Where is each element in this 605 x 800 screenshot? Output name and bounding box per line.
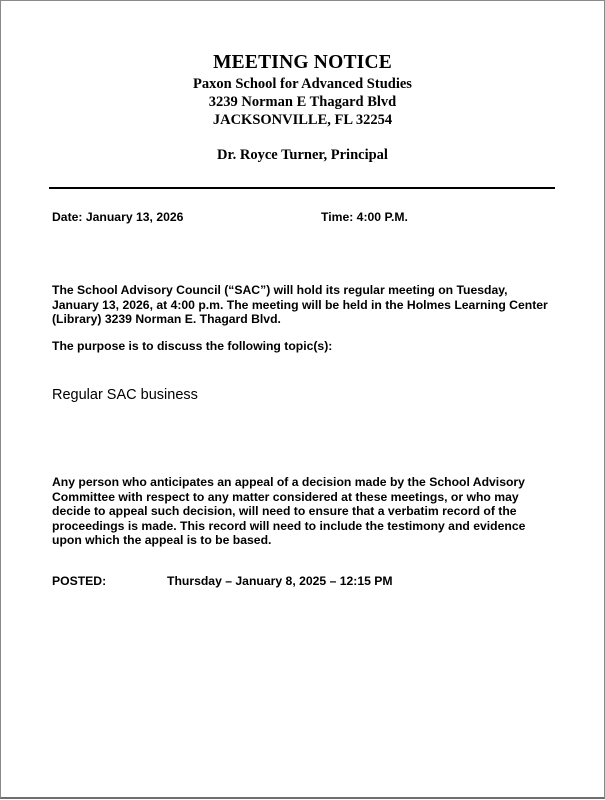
topic-item: Regular SAC business bbox=[52, 387, 198, 403]
purpose-intro: The purpose is to discuss the following topic(s): bbox=[52, 339, 333, 353]
announcement-line: (Library) 3239 Norman E. Thagard Blvd. bbox=[52, 312, 281, 327]
appeal-line: Any person who anticipates an appeal of a decision made by the School Advisory bbox=[52, 475, 525, 489]
posted-value: Thursday – January 8, 2025 – 12:15 PM bbox=[167, 574, 393, 588]
appeal-line: Committee with respect to any matter considered at these meetings, or who may bbox=[52, 489, 519, 504]
appeal-line: decide to appeal such decision, will need to ensure that a verbatim record of the bbox=[52, 504, 517, 519]
meeting-time: Time: 4:00 P.M. bbox=[321, 210, 408, 224]
posted-label: POSTED: bbox=[52, 574, 107, 588]
appeal-paragraph bbox=[52, 475, 572, 548]
principal-name: Dr. Royce Turner, Principal bbox=[217, 147, 388, 163]
announcement-paragraph bbox=[52, 283, 572, 327]
notice-title: MEETING NOTICE bbox=[213, 52, 392, 73]
address-line-1: 3239 Norman E Thagard Blvd bbox=[208, 94, 397, 110]
announcement-line: The School Advisory Council (“SAC”) will hold its regular meeting on Tuesday, bbox=[52, 283, 508, 297]
announcement-line: January 13, 2026, at 4:00 p.m. The meeting will be held in the Holmes Learning Center bbox=[52, 297, 548, 312]
school-name: Paxon School for Advanced Studies bbox=[193, 76, 412, 92]
meeting-date: Date: January 13, 2026 bbox=[52, 210, 184, 224]
appeal-line: upon which the appeal is to be based. bbox=[52, 533, 272, 548]
header-divider bbox=[49, 187, 555, 189]
address-line-2: JACKSONVILLE, FL 32254 bbox=[212, 112, 393, 128]
appeal-line: proceedings is made. This record will need to include the testimony and evidence bbox=[52, 518, 526, 533]
